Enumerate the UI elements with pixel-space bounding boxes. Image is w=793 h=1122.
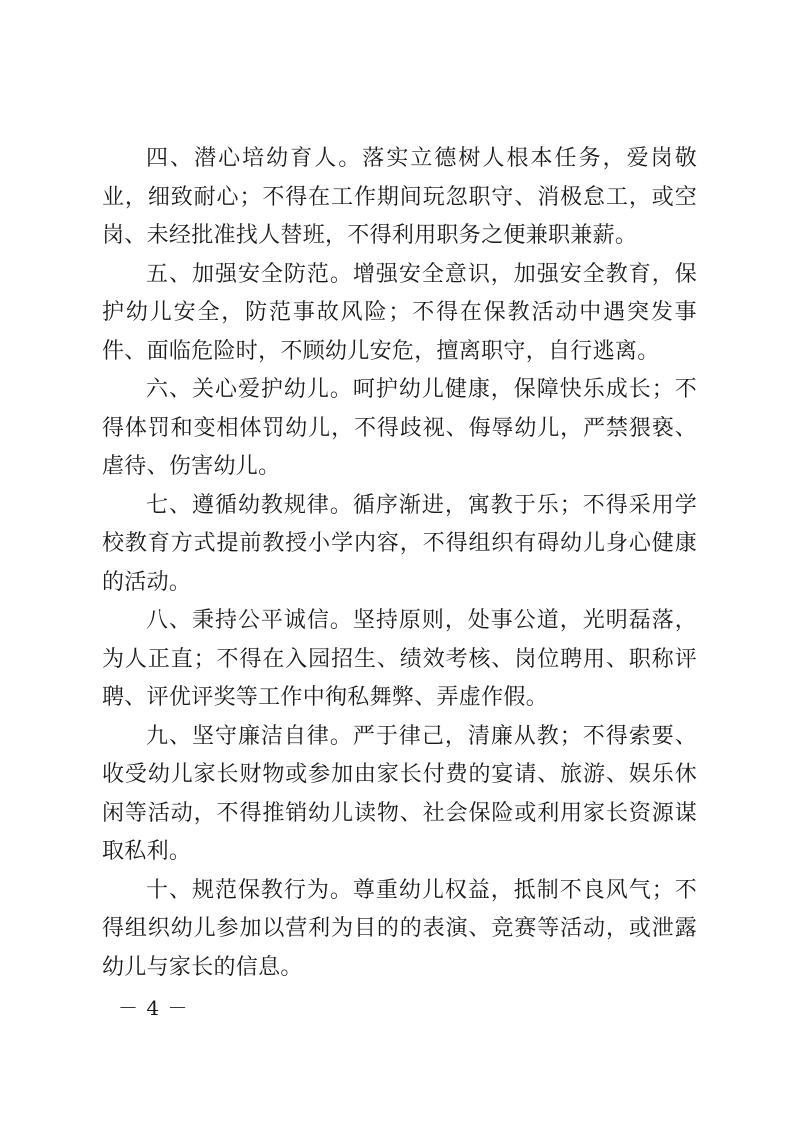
paragraph-10: 十、规范保教行为。尊重幼儿权益，抵制不良风气；不得组织幼儿参加以营利为目的的表演、竞赛等活动，或泄露幼儿与家长的信息。 [102,877,697,980]
paragraph-9: 九、坚守廉洁自律。严于律己，清廉从教；不得索要、收受幼儿家长财物或参加由家长付费的宴请、旅游、娱乐休闲等活动，不得推销幼儿读物、社会保险或利用家长资源谋取私利。 [102,723,697,864]
document-body [102,140,697,987]
paragraph-4: 四、潜心培幼育人。落实立德树人根本任务，爱岗敬业，细致耐心；不得在工作期间玩忽职守、消极怠工，或空岗、未经批准找人替班，不得利用职务之便兼职兼薪。 [102,146,697,248]
page-number: － 4 － [118,996,189,1020]
paragraph-6: 六、关心爱护幼儿。呵护幼儿健康，保障快乐成长；不得体罚和变相体罚幼儿，不得歧视、侮辱幼儿，严禁猥亵、虐待、伤害幼儿。 [102,377,697,479]
paragraph-5: 五、加强安全防范。增强安全意识，加强安全教育，保护幼儿安全，防范事故风险；不得在保教活动中遇突发事件、面临危险时，不顾幼儿安危，擅离职守，自行逃离。 [102,261,697,364]
paragraph-8: 八、秉持公平诚信。坚持原则，处事公道，光明磊落，为人正直；不得在入园招生、绩效考核、岗位聘用、职称评聘、评优评奖等工作中徇私舞弊、弄虚作假。 [102,608,697,710]
paragraph-7: 七、遵循幼教规律。循序渐进，寓教于乐；不得采用学校教育方式提前教授小学内容，不得组织有碍幼儿身心健康的活动。 [102,492,697,595]
